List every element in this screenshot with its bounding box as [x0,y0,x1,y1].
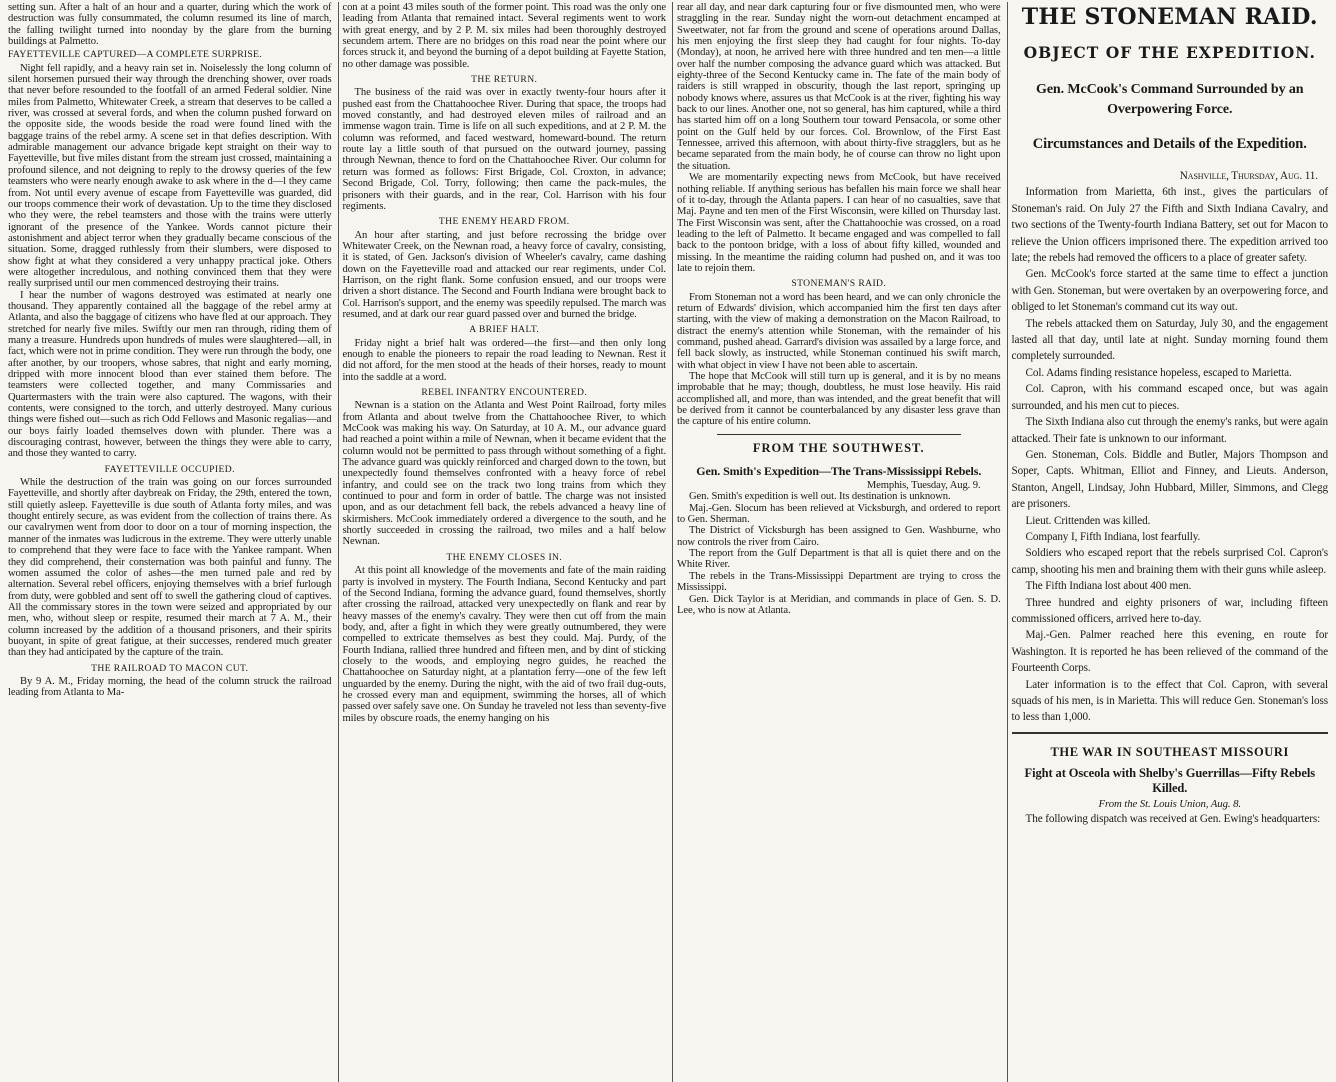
paragraph: At this point all knowledge of the movements and fate of the main raiding party is involved in mystery. The Fourth Indiana, Second Kentucky and part of the Second Indiana, forming the advance guard, found themselves, shortly after crossing the railroad, attacked very unexpectedly on flank and rear by heavy masses of the enemy's cavalry. They were then cut off from the main body, and, after a fight in which they were greatly outnumbered, they were compelled to extricate themselves as best they could. Maj. Purdy, of the Fourth Indiana, rallied three hundred and fifteen men, and by dint of sticking closely to the woods, and employing negro guides, he reached the Chattahoochee on Saturday night, at a plantation ferry—one of the few left unguarded by the enemy. During the night, with the aid of two frail dug-outs, he crossed every man and equipment, swimming the horses, all of which passed over safely save one. On Sunday he traveled not less than seventy-five miles by obscure roads, the enemy hanging on his [342,565,666,724]
article-headline: Fight at Osceola with Shelby's Guerrillas—Fifty Rebels Killed. [1024,765,1315,795]
divider [1012,732,1329,734]
article-deck: Gen. McCook's Command Surrounded by an Overpowering Force. [1036,82,1304,117]
paragraph: Later information is to the effect that Col. Capron, with several squads of his men, is in Marietta. This will reduce Gen. Stoneman's loss to less than 1,000. [1011,678,1329,724]
divider [717,434,961,435]
section-title: FROM THE SOUTHWEST. [752,440,925,455]
section-heading: STONEMAN'S RAID. [791,278,887,290]
section-title: THE WAR IN SOUTHEAST MISSOURI [1050,744,1290,759]
column-4 [1008,2,1335,1082]
paragraph: Gen. Dick Taylor is at Meridian, and commands in place of Gen. S. D. Lee, who is now at Atlanta. [677,593,1001,616]
section-heading: REBEL INFANTRY ENCOUNTERED. [421,387,588,398]
paragraph: The business of the raid was over in exactly twenty-four hours after it pushed east from the Chattahoochee River. During that space, the troops had moved constantly, and had destroyed eleven miles of railroad and an immense wagon train. Time is life on all such expeditions, and at 2 P. M. the column was reformed, and faced westward, homeward-bound. The return route lay a little south of that pursued on the outward journey, passing through Newnan, thence to ford on the Chattahoochee River. Our column for return was formed as follows: First Brigade, Col. Croxton, in advance; Second Brigade, Col. Torry, following; then came the pack-mules, the prisoners with their guards, and in the rear, Col. Harrison with his four regiments. [342,87,666,212]
paragraph: The rebels attacked them on Saturday, July 30, and the engagement lasted all that day, until late at night. Sunday morning found them completely surrounded. [1011,317,1329,363]
paragraph: setting sun. After a halt of an hour and a quarter, during which the work of destruction was fully consummated, the column resumed its line of march, the falling twilight turned into noonday by the glare from the burning buildings at Palmetto. [8,2,332,48]
article-headline: Gen. Smith's Expedition—The Trans-Mississippi Rebels. [696,464,982,479]
paragraph: Information from Marietta, 6th inst., gives the particulars of Stoneman's raid. On July 27 the Fifth and Sixth Indiana Cavalry, and two sections of the Twenty-fourth Indiana Battery, set out for Macon to relieve the Union officers imprisoned there. The expedition arrived too late; the rebels had removed the officers to a place of greater safety. [1011,186,1329,265]
paragraph: Gen. McCook's force started at the same time to effect a junction with Gen. Stoneman, but were overtaken by an overpowering force, and obliged to let Stoneman's command cut its way out. [1011,268,1329,314]
paragraph: Night fell rapidly, and a heavy rain set in. Noiselessly the long column of silent horsemen pursued their way through the drenching shower, over roads that never before resounded to the footfall of an armed Federal soldier. Nine miles from Palmetto, Whitewater Creek, a stream that deserves to be called a river, was crossed at several fords, and when the column pushed forward on the opposite side, the woods beside the road were found lined with the baggage trains of the rebel army. A scene set in that defies description. With admirable management our advance brigade kept straight on their way to Fayetteville, but five miles distant from the stream just crossed, maintaining a profound silence, and not deigning to reply to the drowsy queries of the few teamsters who were nearly enough awake to ask where in the d—l they came from. Not until every avenue of escape from Fayetteville was guarded, did our troops commence their work of devastation. Up to the time they disclosed who they were, the rebel teamsters and those with the trains were utterly ignorant of the presence of the Yankee. Words cannot picture their astonishment and abject terror when they gradually became conscious of the situation. Some, dragged ruthlessly from their slumbers, were disposed to show fight at what they considered a very unhappy practical joke. Others were altogether incredulous, and nothing convinced them that they were really surprised until our men commenced destroying their trains. [8,62,332,290]
column-3 [673,2,1008,1082]
paragraph: Col. Adams finding resistance hopeless, escaped to Marietta. [1025,366,1292,379]
paragraph: Gen. Stoneman, Cols. Biddle and Butler, Majors Thompson and Soper, Capts. Whitman, Elliot and Finney, and Lieuts. Anderson, Stanton, Angell, Lindsay, John Hubbard, Miller, Simmons, and Clegg are prisoners. [1011,448,1329,511]
paragraph: Gen. Smith's expedition is well out. Its destination is unknown. [689,491,951,503]
paragraph: rear all day, and near dark capturing four or five dismounted men, who were straggling in the rear. Sunday night the worn-out detachment encamped at Sweetwater, not far from the ground and scene of operations around Dallas, his men enjoying the first sleep they had caught for four nights. To-day (Monday), at noon, he arrived here with three hundred and ten men—a little over half the number composing the advance guard which was attacked. But eighty-three of the Second Kentucky came in. The fate of the main body of raiders is still wrapped in obscurity, though the last report, springing up nobody knows where, assures us that McCook is at the river, fighting his way back to our lines. Another one, not so general, has him captured, while a third has started him off on a long Southern tour toward Pensacola, or some other point on the Gulf held by our forces. Col. Brownlow, of the First East Tennessee, arrived this afternoon, with about thirty-five stragglers, but as he became separated from the main body, he of course can throw no light upon the situation. [677,2,1001,172]
paragraph: The District of Vicksburgh has been assigned to Gen. Washburne, who now controls the river from Cairo. [677,525,1001,548]
article-title: THE STONEMAN RAID. [1021,4,1318,30]
paragraph: con at a point 43 miles south of the former point. This road was the only one leading from Atlanta that remained intact. Several regiments went to work with great energy, and by 2 P. M. six miles had been thoroughly destroyed secundem artem. There are no bridges on this road near the point where our forces struck it, and beyond the burning of a depot building at Fayette Station, no other damage was possible. [342,2,666,70]
column-2 [339,2,674,1082]
dateline: Memphis, Tuesday, Aug. 9. [866,480,981,492]
paragraph: The following dispatch was received at Gen. Ewing's headquarters: [1025,812,1321,825]
paragraph: An hour after starting, and just before recrossing the bridge over Whitewater Creek, on the Newnan road, a heavy force of cavalry, consisting, it is stated, of Gen. Jackson's division of Wheeler's cavalry, came dashing down on the Fayetteville road and attacked our rear regiments, under Col. Harrison, on the right flank. Some confusion ensued, and our troops were driven a short distance. The Second and Fourth Indiana were brought back to Col. Harrison's support, and the enemy was speedily repulsed. The march was resumed, and at dark our rear guard passed over and burned the bridge. [342,229,666,320]
paragraph: By 9 A. M., Friday morning, the head of the column struck the railroad leading from Atlanta to Ma- [8,675,332,699]
paragraph: Soldiers who escaped report that the rebels surprised Col. Capron's camp, shooting his men and braining them with their guns while asleep. [1011,547,1329,576]
paragraph: The Sixth Indiana also cut through the enemy's ranks, but were again attacked. Their fate is unknown to our informant. [1011,416,1329,445]
paragraph: The report from the Gulf Department is that all is quiet there and on the White River. [677,548,1001,571]
paragraph: Col. Capron, with his command escaped once, but was again surrounded, and his men cut to pieces. [1011,383,1329,412]
paragraph: The Fifth Indiana lost about 400 men. [1025,580,1192,593]
section-heading: THE ENEMY HEARD FROM. [438,216,570,228]
section-heading: THE RAILROAD TO MACON CUT. [91,662,249,674]
dateline: Nashville, Thursday, Aug. 11. [1179,170,1319,182]
section-heading: THE RETURN. [471,74,538,86]
paragraph: Newnan is a station on the Atlanta and West Point Railroad, forty miles from Atlanta and about twelve from the Chattahoochee River, to which McCook was making his way. On Saturday, at 10 A. M., our advance guard had reached a point within a mile of Newnan, when it became evident that the column would not be permitted to pass through without something of a fight. The advance guard was quickly reinforced and charged down to the town, but unexpectedly found themselves confronted with a heavy force of rebel infantry, and could see on the track two long trains from which they continued to pour and form in order of battle. The charge was not insisted upon, and as our detachment fell back, the rebels advanced a heavy line of skirmishers. McCook immediately ordered a divergence to the south, and he shortly succeeded in crossing the railroad, two miles and a half below Newnan. [342,400,666,548]
paragraph: Friday night a brief halt was ordered—the first—and then only long enough to enable the pioneers to repair the road leading to Newnan. Rest it did not afford, for the men stood at the heads of their horses, ready to mount into the saddle at a word. [342,337,666,383]
paragraph: Lieut. Crittenden was killed. [1025,514,1151,527]
section-heading: A BRIEF HALT. [469,324,540,336]
paragraph: The rebels in the Trans-Mississippi Department are trying to cross the Mississippi. [677,570,1001,594]
article-deck: Circumstances and Details of the Expedition. [1032,136,1307,152]
paragraph: Three hundred and eighty prisoners of war, including fifteen commissioned officers, arrived here to-day. [1011,596,1329,625]
source-line: From the St. Louis Union, Aug. 8. [1098,797,1241,810]
paragraph: I hear the number of wagons destroyed was estimated at nearly one thousand. They apparently contained all the baggage of the rebel army at Atlanta, and also the baggage of citizens who have fled at our approach. They stretched for nearly five miles. Swiftly our men ran through, riding them of many a treasure. Hundreds upon hundreds of mules were slaughtered—all, in fact, which were not in prime condition. They were run through the body, one after another, by our troopers, whose sabres, that night and early morning, dripped with more innocent blood than ever stained them before. The teamsters were collected together, and many Commissaries and Quartermasters with the train were also captured. The wagons, with their contents, were consigned to the torch, and utterly destroyed. Many curious things were fished out—such as rich Odd Fellows and Masonic regalias—and our boys fairly loaded themselves down with plunder. There was a discouraging contrast, however, between the things they were able to carry, and those they wanted to carry. [8,289,332,460]
paragraph: We are momentarily expecting news from McCook, but have received nothing reliable. If anything serious has befallen his main force we shall hear of it to-day, through the Atlanta papers. I can hear of no casualties, save that Maj. Payne and ten men of the First Wisconsin, were killed on Thursday last. The First Wisconsin was sent, after the Chattahoochie was crossed, on a road leading to the left of Palmetto. It became engaged and was compelled to fall back to the pontoon bridge, with a loss of about fifty killed, wounded and missing. In the meantime the raiding column had pushed on, and it was too late to rejoin them. [677,172,1001,274]
paragraph: Maj.-Gen. Palmer reached here this evening, en route for Washington. It is reported he has been relieved of the command of the Fourteenth Corps. [1011,629,1329,675]
section-heading: FAYETTEVILLE CAPTURED—A COMPLETE SURPRISE. [8,49,262,61]
paragraph: From Stoneman not a word has been heard, and we can only chronicle the return of Edwards' division, which accompanied him the first ten days after starting, with the view of making a demonstration on the Macon Railroad, to distract the enemy's attention while Stoneman, with the remainder of his command, pushed ahead. Garrard's division was assailed by a large force, and fell back slowly, as instructed, while Stoneman continued his swift march, with what object in view I have not been able to ascertain. [677,291,1001,371]
paragraph: While the destruction of the train was going on our forces surrounded Fayetteville, and shortly after daybreak on Friday, the 29th, entered the town, still quietly asleep. Fayetteville is due south of Atlanta forty miles, and was thought entirely secure, as was evident from the collection of trains there. As our cavalrymen went from door to door on a tour of morning inspection, the manner of the inmates was ludicrous in the extreme. They were utterly unable to comprehend that they were face to face with the Yankee rampant. When they did comprehend, their consternation was both painful and funny. The women assumed the color of ashes—the men turned pale and red by alternation. Several rebel officers, enjoying themselves with a brief furlough from duty, were gobbled and sent off to swell the gathering cloud of captives. All the commissary stores in the town were seized and appropriated by our men, who, without sleep or respite, resumed their march at 7 A. M., their column increased by the addition of a thousand prisoners, and their spirits buoyant, in spite of great fatigue, at their successes, rendered much greater than they had anticipated by the capture of the train. [8,477,332,659]
paragraph: The hope that McCook will still turn up is general, and it is by no means improbable that he may; though, doubtless, he must lose heavily. His raid accomplished all, and more, than was intended, and the great benefit that will be derived from it cannot be counterbalanced by any disaster less grave than the capture of his entire column. [677,371,1001,428]
section-heading: FAYETTEVILLE OCCUPIED. [104,463,235,475]
section-heading: THE ENEMY CLOSES IN. [446,551,563,563]
column-1 [4,2,339,1082]
article-subtitle: OBJECT OF THE EXPEDITION. [1023,43,1316,62]
paragraph: Maj.-Gen. Slocum has been relieved at Vicksburgh, and ordered to report to Gen. Sherman. [677,502,1001,526]
paragraph: Company I, Fifth Indiana, lost fearfully. [1025,530,1201,543]
